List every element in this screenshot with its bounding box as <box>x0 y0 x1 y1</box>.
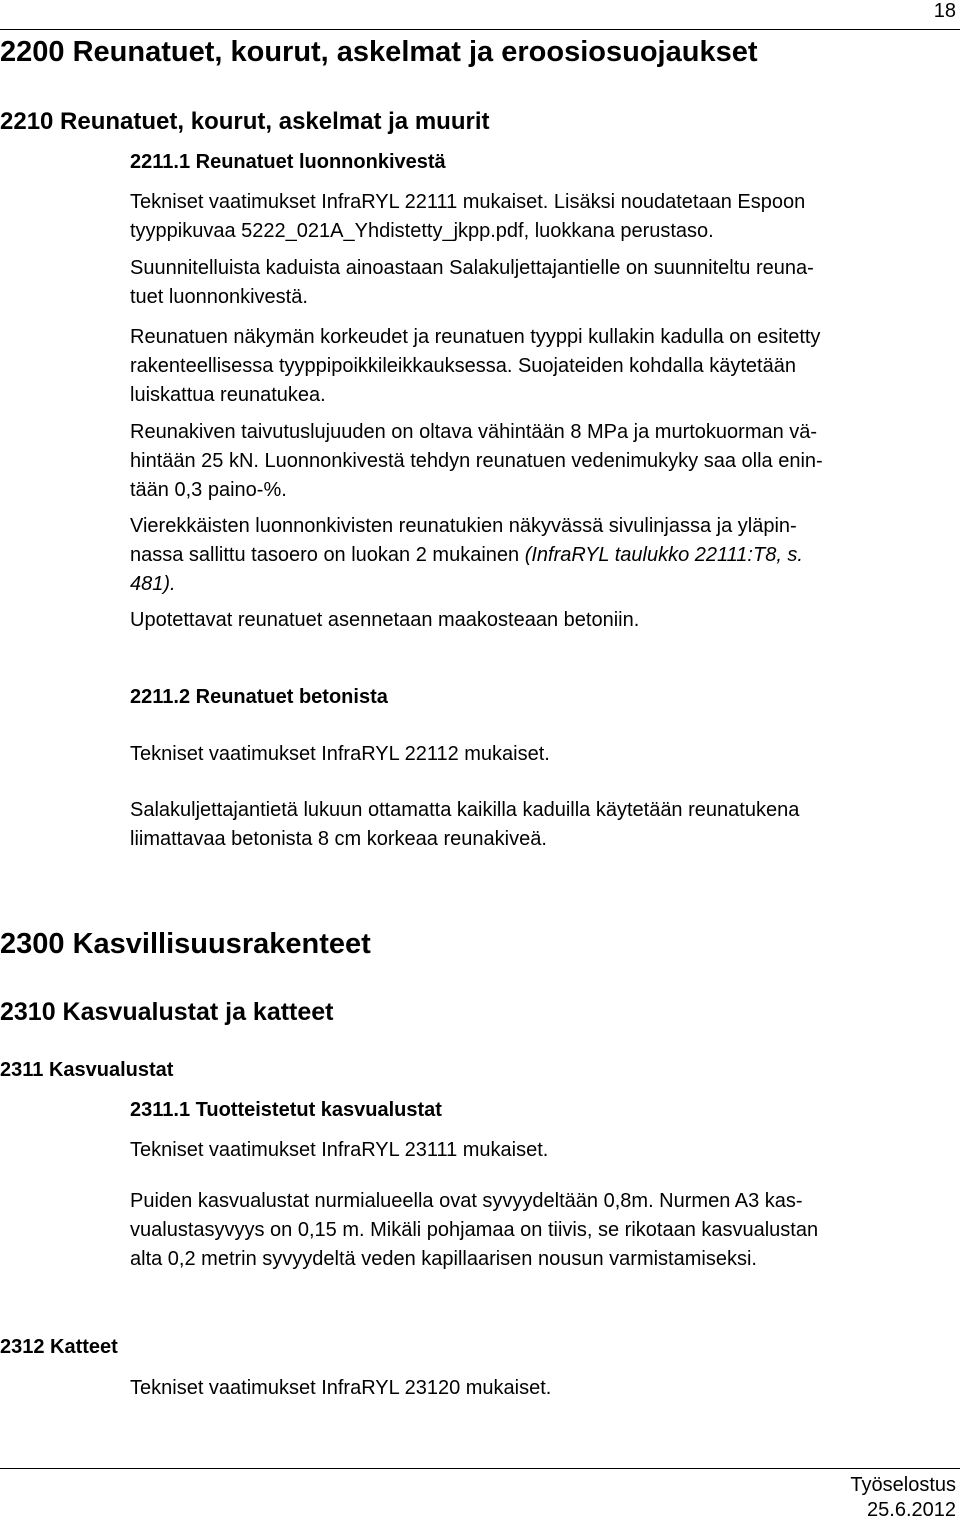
paragraph-8 <box>130 796 799 854</box>
paragraph-3 <box>130 323 820 410</box>
text-line <box>130 541 803 570</box>
text-line: Tekniset vaatimukset InfraRYL 23120 mukaiset. <box>130 1377 552 1399</box>
heading-2312: 2312 Katteet <box>0 1336 118 1358</box>
text-line: Tekniset vaatimukset InfraRYL 22111 mukaiset. Lisäksi noudatetaan Espoon <box>130 191 806 213</box>
heading-2311: 2311 Kasvualustat <box>0 1059 174 1081</box>
footer <box>850 1473 956 1523</box>
footer-rule <box>0 1468 960 1469</box>
text-line: liimattavaa betonista 8 cm korkeaa reunakiveä. <box>130 828 547 850</box>
text-line: rakenteellisessa tyyppipoikkileikkauksessa. Suojateiden kohdalla käytetään <box>130 355 796 377</box>
text-line: tään 0,3 paino-%. <box>130 479 287 501</box>
footer-title: Työselostus <box>850 1474 956 1496</box>
text-line: Upotettavat reunatuet asennetaan maakosteaan betoniin. <box>130 609 640 631</box>
heading-2211-2: 2211.2 Reunatuet betonista <box>130 686 388 708</box>
text-line: Salakuljettajantietä lukuun ottamatta kaikilla kaduilla käytetään reunatukena <box>130 799 800 821</box>
heading-2200: 2200 Reunatuet, kourut, askelmat ja eroosiosuojaukset <box>0 36 758 68</box>
text-line: tyyppikuvaa 5222_021A_Yhdistetty_jkpp.pdf, luokkana perustaso. <box>130 220 714 242</box>
text-line: alta 0,2 metrin syvyydeltä veden kapillaarisen nousun varmistamiseksi. <box>130 1248 757 1270</box>
text-line: vualustasyvyys on 0,15 m. Mikäli pohjamaa on tiivis, se rikotaan kasvualustan <box>130 1219 819 1241</box>
paragraph-4 <box>130 418 823 505</box>
page-number: 18 <box>933 0 956 22</box>
footer-date: 25.6.2012 <box>867 1499 956 1521</box>
text-span: nassa sallittu tasoero on luokan 2 mukainen <box>130 544 525 566</box>
text-line <box>130 570 803 599</box>
heading-2310: 2310 Kasvualustat ja katteet <box>0 998 334 1026</box>
text-line: Reunatuen näkymän korkeudet ja reunatuen tyyppi kullakin kadulla on esitetty <box>130 326 821 348</box>
heading-2311-1: 2311.1 Tuotteistetut kasvualustat <box>130 1099 442 1121</box>
heading-2210: 2210 Reunatuet, kourut, askelmat ja muurit <box>0 108 490 135</box>
paragraph-2 <box>130 254 814 312</box>
text-line: tuet luonnonkivestä. <box>130 286 308 308</box>
paragraph-7 <box>130 740 550 769</box>
reference-italic: 481). <box>130 573 176 595</box>
paragraph-1 <box>130 188 805 246</box>
text-line: Puiden kasvualustat nurmialueella ovat syvyydeltään 0,8m. Nurmen A3 kas- <box>130 1190 803 1212</box>
text-line: Vierekkäisten luonnonkivisten reunatukien näkyvässä sivulinjassa ja yläpin- <box>130 515 797 537</box>
text-line: Reunakiven taivutuslujuuden on oltava vähintään 8 MPa ja murtokuorman vä- <box>130 421 818 443</box>
heading-2211-1: 2211.1 Reunatuet luonnonkivestä <box>130 151 446 173</box>
paragraph-6 <box>130 606 639 635</box>
text-line: luiskattua reunatukea. <box>130 384 326 406</box>
heading-2300: 2300 Kasvillisuusrakenteet <box>0 928 371 960</box>
paragraph-5 <box>130 512 803 599</box>
text-line: hintään 25 kN. Luonnonkivestä tehdyn reunatuen vedenimukyky saa olla enin- <box>130 450 823 472</box>
paragraph-10 <box>130 1187 818 1274</box>
paragraph-11 <box>130 1374 551 1403</box>
paragraph-9 <box>130 1136 548 1165</box>
text-line: Tekniset vaatimukset InfraRYL 22112 mukaiset. <box>130 743 550 765</box>
text-line: Tekniset vaatimukset InfraRYL 23111 mukaiset. <box>130 1139 549 1161</box>
reference-italic: (InfraRYL taulukko 22111:T8, s. <box>524 544 803 566</box>
text-line: Suunnitelluista kaduista ainoastaan Salakuljettajantielle on suunniteltu reuna- <box>130 257 814 279</box>
header-rule <box>0 29 960 30</box>
